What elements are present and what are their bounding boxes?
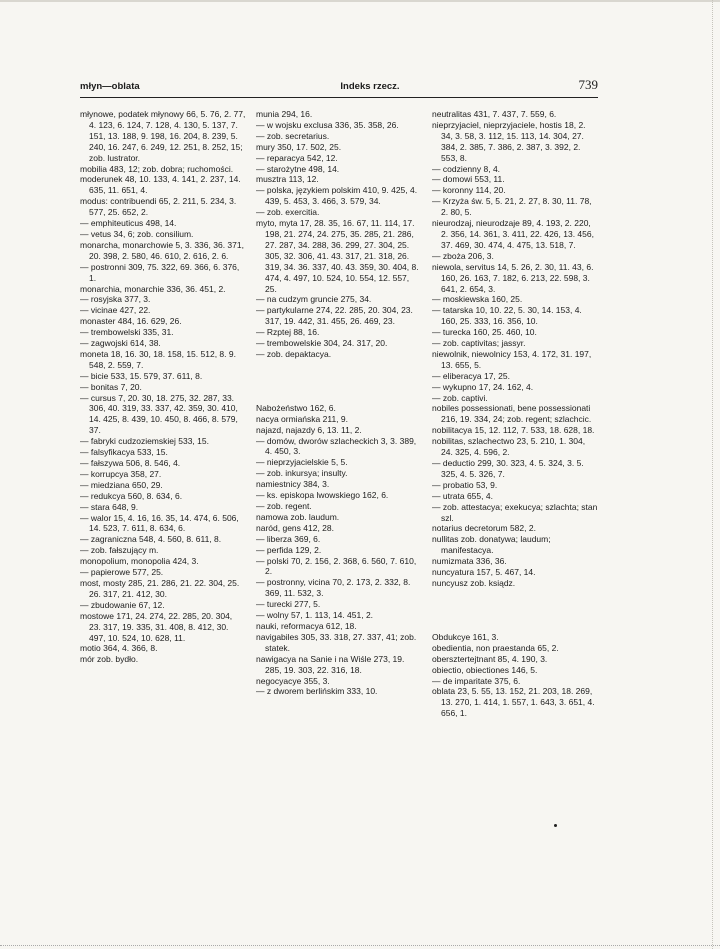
index-entry: negocyacye 355, 3. bbox=[256, 675, 330, 686]
index-entry: — w wojsku exclusa 336, 35. 358, 26. bbox=[256, 119, 399, 130]
page-title: Indeks rzecz. bbox=[340, 81, 400, 92]
index-entry: — korrupcya 358, 27. bbox=[80, 468, 162, 479]
index-entry: — zob. exercitia. bbox=[256, 207, 320, 218]
index-entry: navigabiles 305, 33. 318, 27. 337, 41; zob. statek. bbox=[256, 631, 417, 653]
index-entry: — bonitas 7, 20. bbox=[80, 381, 142, 392]
index-entry: — tatarska 10, 10. 22, 5. 30, 14. 153, 4. 160, 25. 333, 16. 356, 10. bbox=[432, 305, 582, 327]
index-entry: — postronny, vicina 70, 2. 173, 2. 332, 8. 369, 11. 532, 3. bbox=[256, 577, 411, 599]
index-entry: — domów, dworów szlacheckich 3, 3. 389, 4. 450, 3. bbox=[256, 435, 417, 457]
index-entry: — zob. attestacya; exekucya; szlachta; stan szl. bbox=[432, 501, 598, 523]
index-entry: mostowe 171, 24. 274, 22. 285, 20. 304, 23. 317, 19. 335, 31. 408, 8. 412, 30. 497, 10. 524, 10. 628, 11. bbox=[80, 610, 233, 643]
index-entry: — wykupno 17, 24. 162, 4. bbox=[432, 381, 534, 392]
index-entry: nuncyusz zob. ksiądz. bbox=[432, 577, 516, 588]
index-entry: moneta 18, 16. 30, 18. 158, 15. 512, 8. 9. 548, 2. 559, 7. bbox=[80, 348, 236, 370]
index-entry: — na cudzym gruncie 275, 34. bbox=[256, 294, 372, 305]
index-entry: Obdukcye 161, 3. bbox=[432, 631, 499, 642]
index-entry: obersztertejtnant 85, 4. 190, 3. bbox=[432, 653, 548, 664]
index-entry: — probatio 53, 9. bbox=[432, 479, 498, 490]
index-entry: — fabryki cudzoziemskiej 533, 15. bbox=[80, 436, 209, 447]
index-entry: naród, gens 412, 28. bbox=[256, 522, 334, 533]
index-entry: — walor 15, 4. 16, 16. 35, 14. 474, 6. 506, 14. 523, 7. 611, 8. 634, 6. bbox=[80, 512, 239, 534]
index-entry: — liberza 369, 6. bbox=[256, 533, 321, 544]
index-entry: nullitas zob. donatywa; laudum; manifestacya. bbox=[432, 534, 551, 556]
index-entry: monaster 484, 16. 629, 26. bbox=[80, 316, 182, 327]
index-entry: nacya ormiańska 211, 9. bbox=[256, 413, 348, 424]
index-entry: — zob. regent. bbox=[256, 501, 312, 511]
index-entry: — bicie 533, 15. 579, 37. 611, 8. bbox=[80, 370, 203, 381]
index-entry: — reparacya 542, 12. bbox=[256, 152, 338, 163]
index-entry: — rosyjska 377, 3. bbox=[80, 294, 151, 305]
index-entry: nauki, reformacya 612, 18. bbox=[256, 620, 357, 631]
index-entry: namowa zob. laudum. bbox=[256, 511, 340, 522]
index-entry: — de imparitate 375, 6. bbox=[432, 675, 521, 686]
index-entry: nobilitas, szlachectwo 23, 5. 210, 1. 304, 24. 325, 4. 596, 2. bbox=[432, 436, 586, 458]
scan-right-edge bbox=[712, 0, 714, 949]
index-entry: — polski 70, 2. 156, 2. 368, 6. 560, 7. 610, 2. bbox=[256, 555, 417, 577]
page-number: 739 bbox=[578, 77, 598, 92]
index-entry: — nieprzyjacielskie 5, 5. bbox=[256, 457, 348, 468]
index-entry: — vetus 34, 6; zob. consilium. bbox=[80, 228, 194, 239]
index-entry: — turecka 160, 25. 460, 10. bbox=[432, 327, 537, 338]
index-entry: mobilia 483, 12; zob. dobra; ruchomości. bbox=[80, 163, 234, 174]
index-entry: mór zob. bydło. bbox=[80, 654, 139, 665]
ink-speck bbox=[554, 824, 557, 827]
index-entry: namiestnicy 384, 3. bbox=[256, 479, 330, 490]
index-entry: monarcha, monarchowie 5, 3. 336, 36. 371, 20. 398, 2. 580, 46. 610, 2. 616, 2. 6. bbox=[80, 239, 244, 261]
index-column-1 bbox=[80, 109, 246, 665]
index-entry: — eliberacya 17, 25. bbox=[432, 370, 510, 381]
index-entry: — trembowelski 335, 31. bbox=[80, 327, 174, 338]
header-rule bbox=[80, 97, 598, 98]
index-entry: — ks. episkopa lwowskiego 162, 6. bbox=[256, 490, 389, 501]
index-entry: — turecki 277, 5. bbox=[256, 599, 321, 610]
index-entry: najazd, najazdy 6, 13. 11, 2. bbox=[256, 424, 362, 435]
index-entry: — zob. captivi. bbox=[432, 392, 488, 403]
index-entry: — miedziana 650, 29. bbox=[80, 479, 163, 490]
index-entry: — Rzptej 88, 16. bbox=[256, 327, 320, 338]
running-head-left: młyn—oblata bbox=[80, 81, 140, 92]
index-entry: — zob. depaktacya. bbox=[256, 348, 332, 359]
scan-top-edge bbox=[0, 0, 720, 2]
index-entry: moderunek 48, 10. 133, 4. 141, 2. 237, 14. 635, 11. 651, 4. bbox=[80, 174, 241, 196]
index-entry: — perfida 129, 2. bbox=[256, 544, 322, 555]
index-entry: — polska, językiem polskim 410, 9. 425, 4. 439, 5. 453, 3. 466, 3. 579, 34. bbox=[256, 185, 418, 207]
index-entry: — zagraniczna 548, 4. 560, 8. 611, 8. bbox=[80, 534, 222, 545]
index-entry: — deductio 299, 30. 323, 4. 5. 324, 3. 5. 325, 4. 5. 326, 7. bbox=[432, 458, 584, 479]
index-entry: myto, myta 17, 28. 35, 16. 67, 11. 114, 17. 198, 21. 274, 24. 275, 35. 285, 21. 286, 27. 287, 34. 288, 36. 299, 27. 304, 25. 305, 32. 306, 41. 43. 317, 21. 318, 26. 319, 34. 36. 337, 40. 43. 359, 30. 404, 8. 474, 4. 497, 10. 524, 10. 554, 12. 557, 25. bbox=[256, 218, 419, 294]
index-entry: Nabożeństwo 162, 6. bbox=[256, 402, 336, 413]
index-entry: — stara 648, 9. bbox=[80, 501, 139, 512]
index-entry: — postronni 309, 75. 322, 69. 366, 6. 376, 1. bbox=[80, 261, 240, 283]
index-entry: nieurodzaj, nieurodzaje 89, 4. 193, 2. 220, 2. 356, 14. 361, 3. 411, 22. 426, 13. 456, 37. 469, 30. 474, 4. 475, 13. 518, 7. bbox=[432, 218, 594, 250]
index-entry: nobiles possessionati, bene possessionati 216, 19. 334, 24; zob. regent; szlachcic. bbox=[432, 403, 592, 425]
index-entry: — trembowelskie 304, 24. 317, 20. bbox=[256, 338, 388, 349]
index-entry: — koronny 114, 20. bbox=[432, 185, 506, 196]
index-column-2 bbox=[256, 109, 422, 697]
index-entry: munia 294, 16. bbox=[256, 109, 313, 119]
index-entry: — falsyfikacya 533, 15. bbox=[80, 447, 168, 458]
index-entry: notarius decretorum 582, 2. bbox=[432, 523, 536, 534]
index-column-3 bbox=[432, 109, 598, 719]
index-entry: — partykularne 274, 22. 285, 20. 304, 23. 317, 19. 442, 31. 455, 26. 469, 23. bbox=[256, 305, 413, 327]
index-entry: — moskiewska 160, 25. bbox=[432, 294, 523, 305]
index-entry: — papierowe 577, 25. bbox=[80, 567, 164, 578]
index-entry: — z dworem berlińskim 333, 10. bbox=[256, 686, 378, 697]
index-entry: nieprzyjaciel, nieprzyjaciele, hostis 18, 2. 34, 3. 58, 3. 112, 15. 113, 14. 304, 27. 384, 2. 385, 7. 386, 2. 387, 3. 392, 2. 553, 8. bbox=[432, 119, 586, 163]
index-entry: — wolny 57, 1. 113, 14. 451, 2. bbox=[256, 610, 374, 621]
index-entry: nawigacya na Sanie i na Wiśle 273, 19. 285, 19. 303, 22. 316, 18. bbox=[256, 653, 405, 675]
index-entry: — zbudowanie 67, 12. bbox=[80, 599, 165, 610]
index-entry: — zagwojski 614, 38. bbox=[80, 338, 161, 349]
index-entry: niewolnik, niewolnicy 153, 4. 172, 31. 197, 13. 655, 5. bbox=[432, 348, 592, 370]
index-entry: — vicinae 427, 22. bbox=[80, 305, 151, 316]
index-entry: numizmata 336, 36. bbox=[432, 556, 507, 567]
index-entry: — zob. inkursya; insulty. bbox=[256, 468, 348, 479]
index-entry: — cursus 7, 20. 30, 18. 275, 32. 287, 33. 306, 40. 319, 33. 337, 42. 359, 30. 410, 14. 425, 8. 439, 10. 450, 8. 466, 8. 579, 37. bbox=[80, 392, 238, 436]
index-entry: musztra 113, 12. bbox=[256, 174, 319, 185]
section-break bbox=[256, 360, 422, 403]
index-entry: — Krzyża św. 5, 5. 21, 2. 27, 8. 30, 11. 78, 2. 80, 5. bbox=[432, 196, 592, 218]
index-entry: motio 364, 4. 366, 8. bbox=[80, 643, 158, 654]
index-entry: — codzienny 8, 4. bbox=[432, 163, 501, 174]
index-entry: nuncyatura 157, 5. 467, 14. bbox=[432, 567, 536, 578]
index-entry: — zob. secretarius. bbox=[256, 130, 330, 141]
index-entry: — utrata 655, 4. bbox=[432, 490, 493, 501]
index-entry: neutralitas 431, 7. 437, 7. 559, 6. bbox=[432, 109, 557, 119]
index-entry: — emphiteuticus 498, 14. bbox=[80, 218, 177, 229]
index-entry: oblata 23, 5. 55, 13. 152, 21. 203, 18. 269, 13. 270, 1. 414, 1. 557, 1. 643, 3. 651, 4. 656, 1. bbox=[432, 686, 595, 719]
index-entry: — zob. fałszujący m. bbox=[80, 545, 159, 556]
index-entry: obedientia, non praestanda 65, 2. bbox=[432, 642, 559, 653]
section-break bbox=[432, 589, 598, 632]
index-entry: — fałszywa 506, 8. 546, 4. bbox=[80, 458, 181, 468]
index-entry: — starożytne 498, 14. bbox=[256, 163, 340, 174]
scan-bottom-edge bbox=[0, 945, 720, 949]
index-entry: obiectio, obiectiones 146, 5. bbox=[432, 664, 538, 675]
index-entry: — zboża 206, 3. bbox=[432, 250, 494, 261]
index-entry: — zob. captivitas; jassyr. bbox=[432, 338, 526, 349]
index-entry: monopolium, monopolia 424, 3. bbox=[80, 556, 199, 567]
index-entry: monarchia, monarchie 336, 36. 451, 2. bbox=[80, 283, 226, 294]
index-entry: most, mosty 285, 21. 286, 21. 22. 304, 25. 26. 317, 21. 412, 30. bbox=[80, 577, 240, 599]
index-entry: — domowi 553, 11. bbox=[432, 174, 505, 185]
index-entry: nobilitacya 15, 12. 112, 7. 533, 18. 628, 18. bbox=[432, 425, 595, 436]
index-entry: niewola, servitus 14, 5. 26, 2. 30, 11. 43, 6. 160, 26. 163, 7. 182, 6. 213, 22. 598, 3. 641, 2. 654, 3. bbox=[432, 261, 594, 294]
index-entry: — redukcya 560, 8. 634, 6. bbox=[80, 490, 183, 501]
index-entry: młynowe, podatek młynowy 66, 5. 76, 2. 77, 4. 123, 6. 124, 7. 128, 4. 130, 5. 137, 7. 151, 13. 188, 9. 198, 16. 204, 8. 239, 5. 240, 16. 247, 6. 249, 12. 251, 8. 252, 15; zob. lustrator. bbox=[80, 109, 246, 163]
index-entry: modus: contribuendi 65, 2. 211, 5. 234, 3. 577, 25. 652, 2. bbox=[80, 196, 237, 218]
index-entry: mury 350, 17. 502, 25. bbox=[256, 141, 342, 152]
